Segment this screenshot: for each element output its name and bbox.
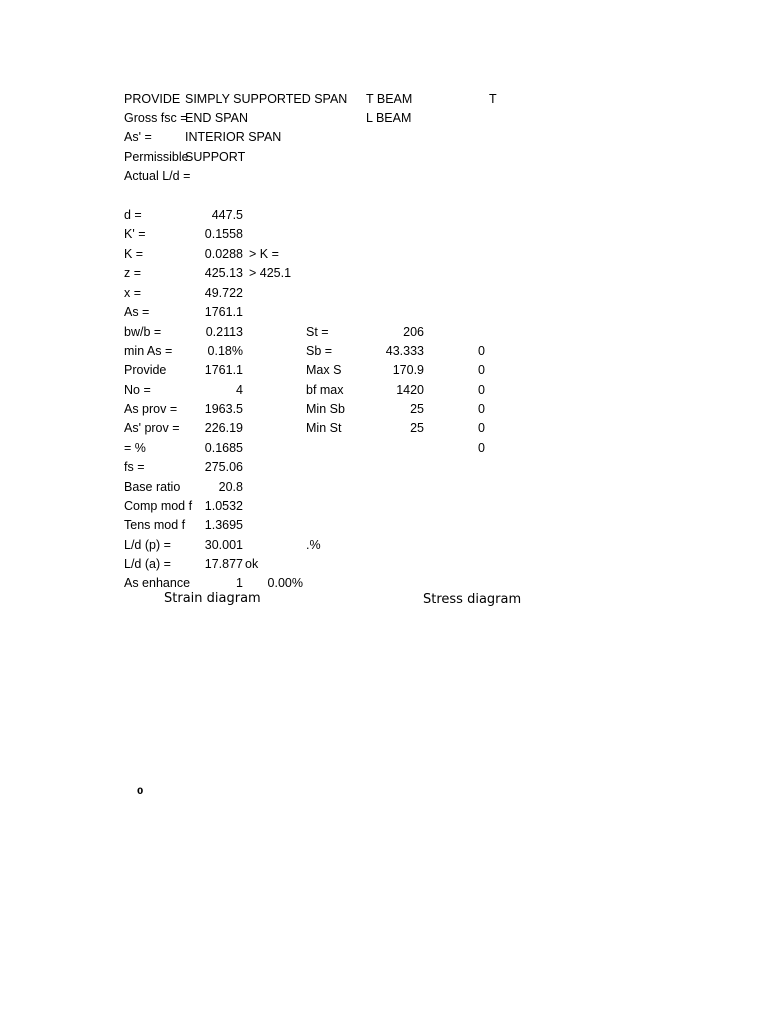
permissible-label: Permissible: [124, 150, 189, 164]
row-label: = %: [124, 441, 146, 455]
interior-span-option: INTERIOR SPAN: [185, 130, 282, 144]
row-value-2: 43.333: [385, 344, 424, 358]
row-value: 0.18%: [207, 344, 243, 358]
row-label: L/d (a) =: [124, 557, 171, 571]
row-note: 0.00%: [267, 576, 303, 590]
row-label: As enhance: [124, 576, 191, 590]
row-label: bw/b =: [124, 325, 162, 339]
row-value: 1.0532: [204, 499, 243, 513]
row-value: 49.722: [204, 286, 243, 300]
row-label: Provide: [124, 363, 167, 377]
row-flag: 0: [478, 344, 485, 358]
support-option: SUPPORT: [185, 150, 246, 164]
row-value: 226.19: [204, 421, 243, 435]
diagram-origin-marker: 0: [137, 787, 144, 797]
row-label: x =: [124, 286, 142, 300]
row-label: Comp mod f: [124, 499, 193, 513]
row-label-2: bf max: [306, 383, 344, 397]
row-label: K' =: [124, 227, 146, 241]
row-value: 1: [236, 576, 243, 590]
row-value: 1963.5: [204, 402, 243, 416]
row-value: 275.06: [204, 460, 243, 474]
simply-supported-span-option: SIMPLY SUPPORTED SPAN: [185, 92, 348, 106]
row-label: As' prov =: [124, 421, 180, 435]
row-value: 0.1558: [204, 227, 243, 241]
row-flag: 0: [478, 421, 485, 435]
as-prime-label: As' =: [124, 130, 152, 144]
row-flag: 0: [478, 363, 485, 377]
row-value: 4: [236, 383, 243, 397]
row-label: d =: [124, 208, 142, 222]
row-value: 17.877: [204, 557, 243, 571]
row-value: 425.13: [204, 266, 243, 280]
row-label: No =: [124, 383, 151, 397]
row-value-2: 206: [403, 325, 424, 339]
t-beam-option: T BEAM: [366, 92, 413, 106]
row-flag: 0: [478, 383, 485, 397]
gross-fsc-label: Gross fsc =: [124, 111, 188, 125]
row-label: Tens mod f: [124, 518, 186, 532]
row-value-2: 25: [410, 421, 424, 435]
row-label: Base ratio: [124, 480, 181, 494]
provide-label: PROVIDE: [124, 92, 181, 106]
strain-diagram-caption: Strain diagram: [164, 591, 261, 606]
end-span-option: END SPAN: [185, 111, 248, 125]
row-note: > K =: [249, 247, 279, 261]
row-label: fs =: [124, 460, 145, 474]
row-value: 1761.1: [204, 305, 243, 319]
beam-type-value: T: [489, 92, 497, 106]
row-label: L/d (p) =: [124, 538, 171, 552]
row-value-2: 1420: [396, 383, 424, 397]
stress-diagram-caption: Stress diagram: [423, 592, 522, 607]
row-value: 447.5: [211, 208, 243, 222]
row-value: 1761.1: [204, 363, 243, 377]
row-value: 1.3695: [204, 518, 243, 532]
row-label-2: Min St: [306, 421, 342, 435]
row-flag: 0: [478, 402, 485, 416]
row-value: 0.0288: [204, 247, 243, 261]
row-value: 20.8: [218, 480, 243, 494]
row-flag: 0: [478, 441, 485, 455]
row-label: As =: [124, 305, 150, 319]
row-label-2: .%: [306, 538, 321, 552]
row-label-2: St =: [306, 325, 329, 339]
row-value-2: 170.9: [392, 363, 424, 377]
row-label-2: Max S: [306, 363, 342, 377]
row-note: ok: [245, 557, 259, 571]
row-value-2: 25: [410, 402, 424, 416]
row-label: As prov =: [124, 402, 178, 416]
row-label: min As =: [124, 344, 173, 358]
row-label-2: Min Sb: [306, 402, 345, 416]
row-label: K =: [124, 247, 144, 261]
row-note: > 425.1: [249, 266, 292, 280]
row-label: z =: [124, 266, 142, 280]
row-value: 30.001: [204, 538, 243, 552]
row-label-2: Sb =: [306, 344, 333, 358]
l-beam-option: L BEAM: [366, 111, 412, 125]
row-value: 0.2113: [205, 325, 243, 339]
row-value: 0.1685: [204, 441, 243, 455]
actual-ld-label: Actual L/d =: [124, 169, 191, 183]
